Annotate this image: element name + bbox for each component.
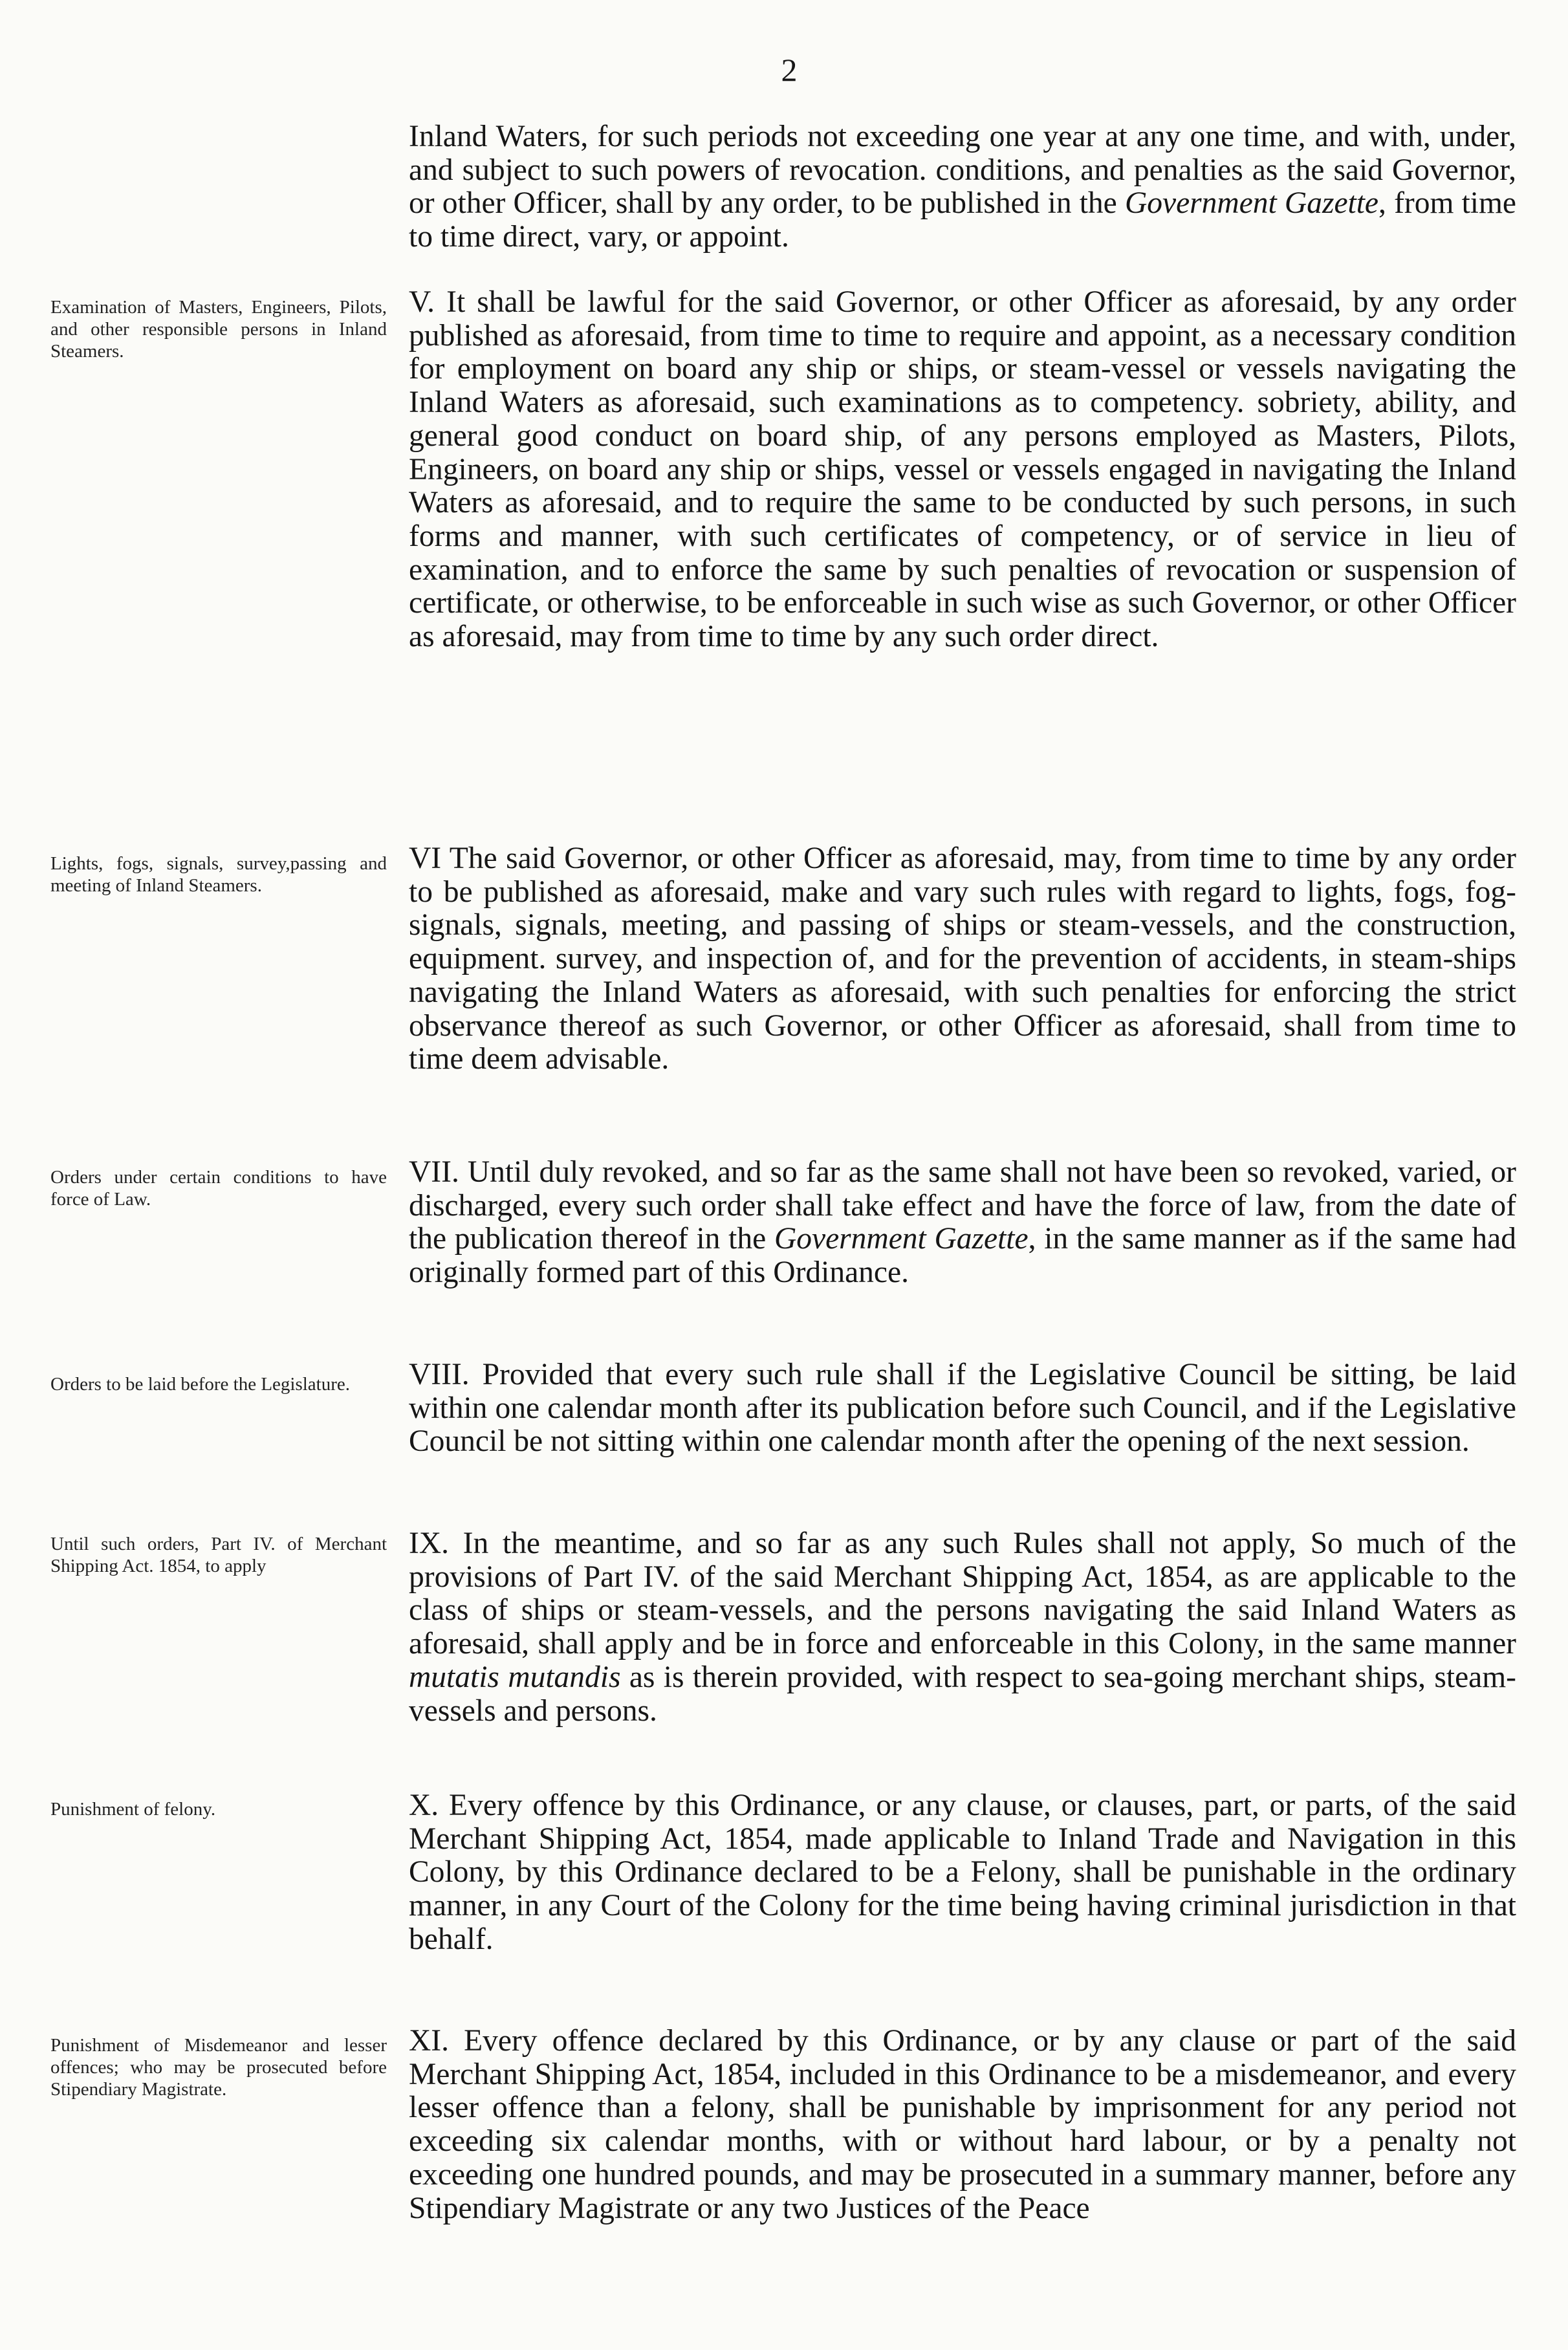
section-ix-text-end: as is therein provided, with respect to sea-going merchant ships, steam-vessels and persons. [409,1660,1516,1728]
marginal-note-v: Examination of Masters, Engineers, Pilots, and other responsible persons in Inland Steamers. [50,297,387,362]
page-number: 2 [781,52,798,88]
section-vi-text: VI The said Governor, or other Officer as aforesaid, may, from time to time by any order to be published as aforesaid, make and vary such rules with regard to lights, fogs, fog-signals, signals, meeting, and passing of ships or steam-vessels, and the construction, equipment. survey, and inspection of, and for the prevention of accidents, in steam-ships navigating the Inland Waters as aforesaid, with such penalties for enforcing the strict observance thereof as such Governor, or other Officer as aforesaid, shall from time to time deem advisable. [409,842,1516,1076]
intro-italic-gazette: Government Gazette [1124,186,1379,221]
intro-paragraph [409,120,1516,254]
section-vii [409,1156,1516,1290]
intro-text: Inland Waters, for such periods not exceeding one year at any one time, and with, under, and subject to such powers of revocation. conditions, and penalties as the said Governor, or other Officer, shall by any order, to be published in the [409,120,1516,221]
section-viii [409,1358,1516,1459]
section-vi [409,842,1516,1076]
section-vii-italic-gazette: Government Gazette [774,1222,1029,1256]
section-viii-text: VIII. Provided that every such rule shall if the Legislative Council be sitting, be laid within one calendar month after its publication before such Council, and if the Legislative Council be not sitting within one calendar month after the opening of the next session. [409,1358,1516,1459]
section-ix-text: IX. In the meantime, and so far as any such Rules shall not apply, So much of the provisions of Part IV. of the said Merchant Shipping Act, 1854, as are applicable to the class of ships or steam-vessels, and the persons navigating the said Inland Waters as aforesaid, shall apply and be in force and enforceable in this Colony, in the same manner [409,1527,1516,1661]
section-vii-text-end: , in the same manner as if the same had originally formed part of this Ordinance. [409,1222,1516,1290]
intro-text-end: , from time to time direct, vary, or appoint. [409,186,1516,254]
marginal-note-ix: Until such orders, Part IV. of Merchant Shipping Act. 1854, to apply [50,1534,387,1576]
marginal-note-viii: Orders to be laid before the Legislature. [50,1374,351,1395]
section-xi [409,2025,1516,2225]
section-x-text: X. Every offence by this Ordinance, or any clause, or clauses, part, or parts, of the said Merchant Shipping Act, 1854, made applicable to Inland Trade and Navigation in this Colony, by this Ordinance declared to be a Felony, shall be punishable in the ordinary manner, in any Court of the Colony for the time being having criminal jurisdiction in that behalf. [409,1789,1516,1956]
section-vii-text: VII. Until duly revoked, and so far as the same shall not have been so revoked, varied, or discharged, every such order shall take effect and have the force of law, from the date of the publication thereof in the [409,1155,1516,1256]
section-x [409,1789,1516,1957]
marginal-note-vi: Lights, fogs, signals, survey,passing and meeting of Inland Steamers. [50,853,387,896]
section-v [409,286,1516,654]
section-ix [409,1527,1516,1728]
section-xi-text: XI. Every offence declared by this Ordinance, or by any clause or part of the said Merchant Shipping Act, 1854, included in this Ordinance to be a misdemeanor, and every lesser offence than a felony, shall be punishable by imprisonment for any period not exceeding six calendar months, with or without hard labour, or by a penalty not exceeding one hundred pounds, and may be prosecuted in a summary manner, before any Stipendiary Magistrate or any two Justices of the Peace [409,2024,1516,2225]
marginal-note-vii: Orders under certain conditions to have force of Law. [50,1167,387,1210]
marginal-note-xi: Punishment of Misdemeanor and lesser offences; who may be prosecuted before Stipendiary Magistrate. [50,2035,387,2100]
section-ix-italic-mutatis: mutatis mutandis [409,1660,621,1694]
section-v-text: V. It shall be lawful for the said Governor, or other Officer as aforesaid, by any order published as aforesaid, from time to time to require and appoint, as a necessary condition for employment on board any ship or ships, or steam-vessel or vessels navigating the Inland Waters as aforesaid, such examinations as to competency. sobriety, ability, and general good conduct on board ship, of any persons employed as Masters, Pilots, Engineers, on board any ship or ships, vessel or vessels engaged in navigating the Inland Waters as aforesaid, and to require the same to be conducted by such persons, in such forms and manner, with such certificates of competency, or of service in lieu of examination, and to enforce the same by such penalties of revocation or suspension of certificate, or otherwise, to be enforceable in such wise as such Governor, or other Officer as aforesaid, may from time to time by any such order direct. [409,285,1516,654]
marginal-note-x: Punishment of felony. [50,1799,216,1820]
